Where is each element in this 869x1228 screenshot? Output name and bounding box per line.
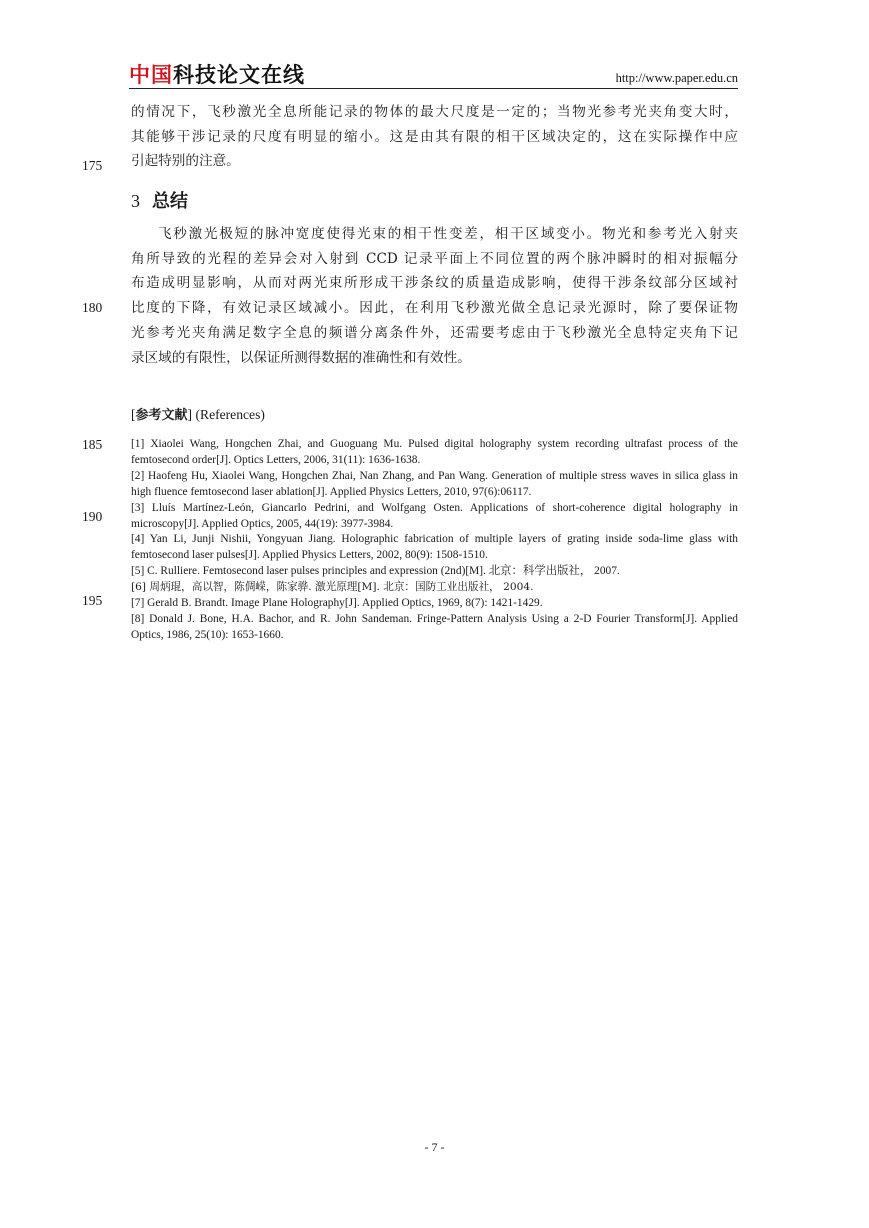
intro-line: 的情况下，飞秒激光全息所能记录的物体的最大尺度是一定的；当物光参考光夹角变大时，	[131, 104, 738, 120]
references-heading-cn: 参考文献	[135, 408, 188, 423]
reference-item: [5] C. Rulliere. Femtosecond laser pulses principles and expression (2nd)[M]. 北京：科学出版社， 2007.	[131, 565, 620, 578]
section-title: 总结	[152, 191, 188, 212]
intro-line: 其能够干涉记录的尺度有明显的缩小。这是由其有限的相干区域决定的，这在实际操作中应	[131, 128, 738, 145]
reference-item: [6] 周炳琨，高以智，陈倜嵘，陈家骅. 激光原理[M]. 北京：国防工业出版社， 2004.	[131, 581, 534, 594]
section-heading	[131, 188, 188, 215]
summary-line: 光参考光夹角满足数字全息的频谱分离条件外，还需要考虑由于飞秒激光全息特定夹角下记	[131, 324, 738, 341]
page-number: - 7 -	[424, 1140, 445, 1154]
reference-item: [2] Haofeng Hu, Xiaolei Wang, Hongchen Zhai, Nan Zhang, and Pan Wang. Generation of multiple stress waves in silica glass in high fluence femtosecond laser ablation[J]. Applied Physics Letters, 2010, 97(6):06117.	[131, 469, 738, 498]
references-heading	[131, 404, 265, 423]
intro-paragraph	[131, 100, 738, 174]
reference-item: [8] Donald J. Bone, H.A. Bachor, and R. John Sandeman. Fringe-Pattern Analysis Using a 2-D Fourier Transform[J]. Applied Optics, 1986, 25(10): 1653-1660.	[131, 612, 738, 641]
references-heading-en: ] (References)	[187, 407, 265, 422]
line-number: 190	[82, 509, 103, 524]
section-number: 3	[131, 191, 140, 211]
reference-item: [4] Yan Li, Junji Nishii, Yongyuan Jiang. Holographic fabrication of multiple layers of grating inside soda-lime glass with femtosecond laser pulses[J]. Applied Physics Letters, 2002, 80(9): 1508-1510.	[131, 533, 738, 562]
line-number: 185	[82, 437, 103, 452]
logo-red-text: 中国	[129, 63, 173, 87]
line-number: 180	[82, 300, 103, 315]
logo-black-text: 科技论文在线	[173, 63, 305, 87]
summary-line: 角所导致的光程的差异会对入射到 CCD 记录平面上不同位置的两个脉冲瞬时的相对振幅分	[131, 250, 738, 267]
reference-item: [1] Xiaolei Wang, Hongchen Zhai, and Guoguang Mu. Pulsed digital holography system recording ultrafast process of the femtosecond order[J]. Optics Letters, 2006, 31(11): 1636-1638.	[131, 438, 738, 466]
header-rule	[129, 88, 738, 89]
references-list	[131, 437, 738, 644]
reference-item: [3] Lluís Martínez-León, Giancarlo Pedrini, and Wolfgang Osten. Applications of short-coherence digital holography in microscopy[J]. Applied Optics, 2005, 44(19): 3977-3984.	[131, 501, 738, 530]
site-logo	[129, 62, 305, 88]
references-open-bracket: [	[131, 407, 136, 422]
summary-line: 录区域的有限性，以保证所测得数据的准确性和有效性。	[131, 349, 471, 366]
summary-paragraph	[131, 222, 738, 370]
summary-line: 布造成明显影响，从而对两光束所形成干涉条纹的质量造成影响，使得干涉条纹部分区域衬	[131, 275, 738, 292]
site-url[interactable]: http://www.paper.edu.cn	[615, 71, 738, 85]
reference-item: [7] Gerald B. Brandt. Image Plane Holography[J]. Applied Optics, 1969, 8(7): 1421-1429.	[131, 597, 543, 610]
line-number: 195	[82, 593, 103, 608]
summary-line: 比度的下降，有效记录区域减小。因此，在利用飞秒激光做全息记录光源时，除了要保证物	[131, 300, 738, 317]
intro-line: 引起特别的注意。	[131, 153, 240, 170]
summary-line: 飞秒激光极短的脉冲宽度使得光束的相干性变差，相干区域变小。物光和参考光入射夹	[158, 226, 738, 242]
line-number: 175	[82, 158, 103, 173]
